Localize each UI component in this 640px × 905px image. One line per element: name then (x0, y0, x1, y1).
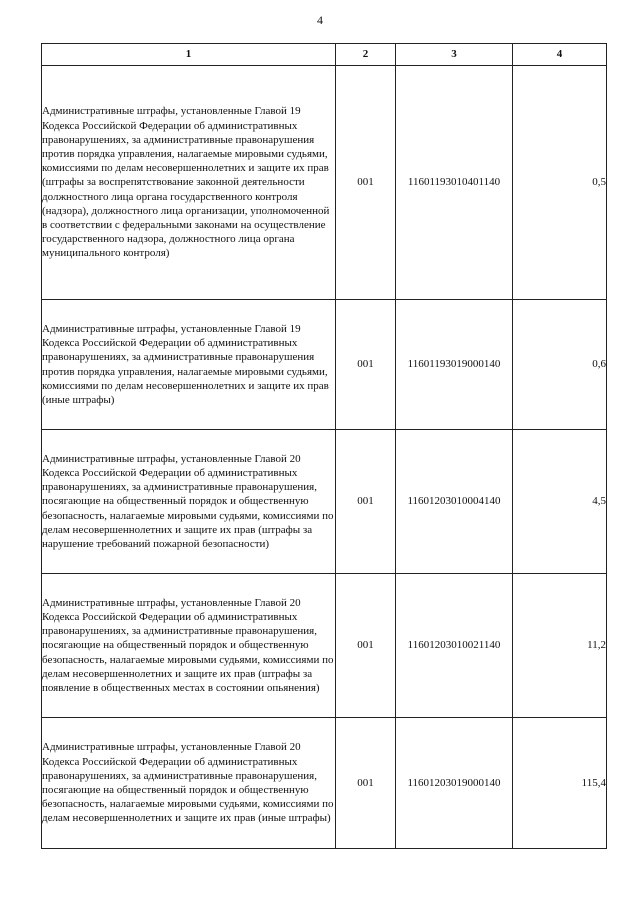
table-row (42, 300, 607, 430)
amount: 0,5 (513, 66, 607, 300)
fine-description: Административные штрафы, установленные Главой 20 Кодекса Российской Федерации об административных правонарушениях, за административные правонарушения, посягающие на общественный порядок и общественную безопасность, налагаемые мировыми судьями, комиссиями по делам несовершеннолетних и защите их прав (иные штрафы) (42, 718, 336, 849)
table-row (42, 718, 607, 849)
column-header-3: 3 (396, 44, 513, 66)
column-header-2: 2 (336, 44, 396, 66)
column-header-4: 4 (513, 44, 607, 66)
table-row (42, 430, 607, 574)
amount: 115,4 (513, 718, 607, 849)
budget-classification-code: 11601193019000140 (396, 300, 513, 430)
admin-code: 001 (336, 430, 396, 574)
budget-classification-code: 11601193010401140 (396, 66, 513, 300)
budget-classification-code: 11601203010021140 (396, 574, 513, 718)
amount: 11,2 (513, 574, 607, 718)
admin-code: 001 (336, 300, 396, 430)
page-number: 4 (317, 13, 323, 27)
fine-description: Административные штрафы, установленные Главой 20 Кодекса Российской Федерации об административных правонарушениях, за административные правонарушения, посягающие на общественный порядок и общественную безопасность, налагаемые мировыми судьями, комиссиями по делам несовершеннолетних и защите их прав (штрафы за появление в общественных местах в состоянии опьянения) (42, 574, 336, 718)
amount: 0,6 (513, 300, 607, 430)
fines-table (41, 43, 607, 849)
admin-code: 001 (336, 574, 396, 718)
fine-description: Административные штрафы, установленные Главой 20 Кодекса Российской Федерации об административных правонарушениях, за административные правонарушения, посягающие на общественный порядок и общественную безопасность, налагаемые мировыми судьями, комиссиями по делам несовершеннолетних и защите их прав (штрафы за нарушение требований пожарной безопасности) (42, 430, 336, 574)
admin-code: 001 (336, 66, 396, 300)
fine-description: Административные штрафы, установленные Главой 19 Кодекса Российской Федерации об административных правонарушениях, за административные правонарушения против порядка управления, налагаемые мировыми судьями, комиссиями по делам несовершеннолетних и защите их прав (иные штрафы) (42, 300, 336, 430)
budget-classification-code: 11601203010004140 (396, 430, 513, 574)
column-header-1: 1 (42, 44, 336, 66)
admin-code: 001 (336, 718, 396, 849)
table-header-row (42, 44, 607, 66)
amount: 4,5 (513, 430, 607, 574)
table-row (42, 574, 607, 718)
table-row (42, 66, 607, 300)
budget-classification-code: 11601203019000140 (396, 718, 513, 849)
fine-description: Административные штрафы, установленные Главой 19 Кодекса Российской Федерации об административных правонарушениях, за административные правонарушения против порядка управления, налагаемые мировыми судьями, комиссиями по делам несовершеннолетних и защите их прав (штрафы за воспрепятствование законной деятельности должностного лица органа государственного контроля (надзора), должностного лица организации, уполномоченной в соответствии с федеральными законами на осуществление государственного надзора, должностного лица органа муниципального контроля) (42, 66, 336, 300)
